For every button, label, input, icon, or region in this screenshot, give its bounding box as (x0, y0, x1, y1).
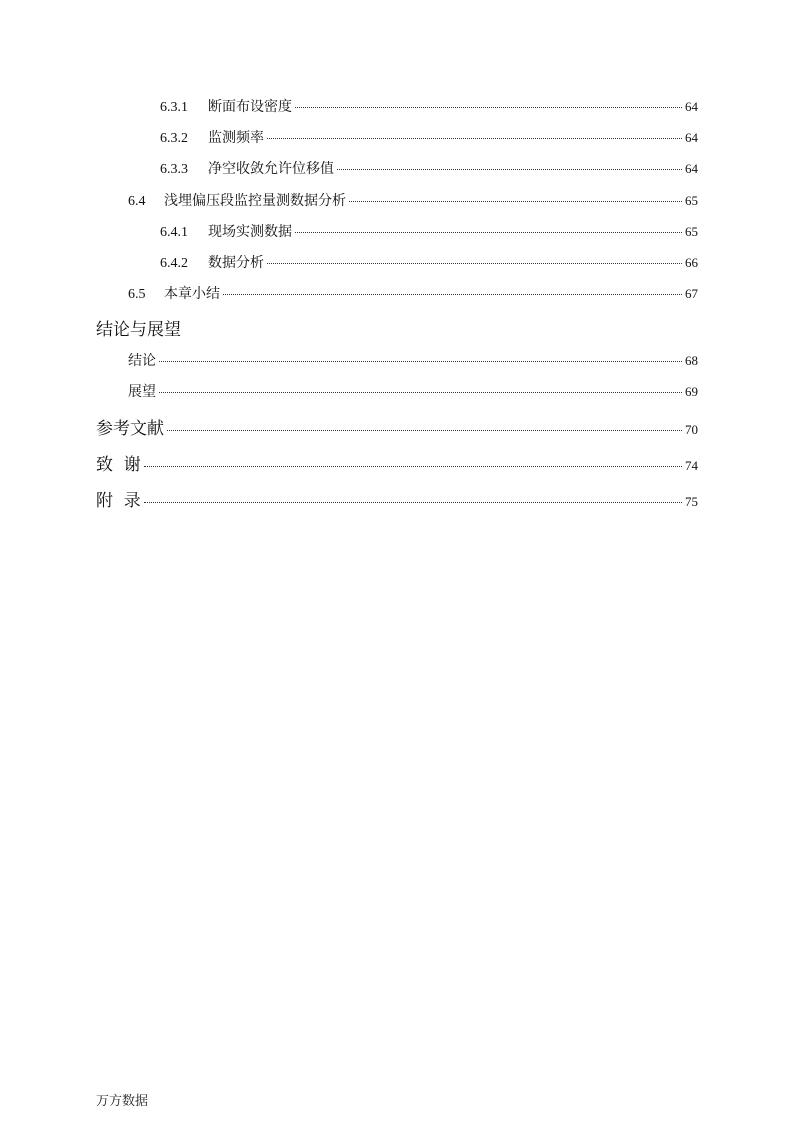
section-title: 数据分析 (208, 256, 264, 271)
chapter-title: 结论与展望 (96, 320, 181, 340)
page-number: 70 (685, 422, 698, 437)
dot-leader (267, 138, 682, 139)
section-title: 现场实测数据 (208, 225, 292, 240)
toc-entry-6-5[interactable] (128, 283, 698, 303)
chapter-title: 附 录 (96, 491, 141, 511)
page-number: 67 (685, 286, 698, 301)
page-number: 64 (685, 130, 698, 145)
dot-leader (144, 502, 682, 503)
section-number: 6.3.1 (160, 100, 188, 115)
dot-leader (159, 361, 682, 362)
page-number: 64 (685, 99, 698, 114)
toc-entry-references[interactable] (96, 414, 698, 439)
toc-entry-6-4[interactable] (128, 190, 698, 210)
section-number: 6.5 (128, 287, 146, 302)
toc-entry-6-4-1[interactable] (160, 221, 698, 241)
page-number: 75 (685, 494, 698, 509)
dot-leader (267, 263, 682, 264)
chapter-title: 参考文献 (96, 419, 164, 439)
toc-entry-conclusion[interactable] (128, 350, 698, 370)
toc-entry-acknowledgements[interactable] (96, 450, 698, 475)
dot-leader (295, 232, 682, 233)
section-title: 展望 (128, 385, 156, 400)
section-title: 净空收敛允许位移值 (208, 162, 334, 177)
dot-leader (167, 430, 682, 431)
page-number: 65 (685, 224, 698, 239)
section-title: 浅埋偏压段监控量测数据分析 (164, 194, 346, 209)
page-number: 65 (685, 193, 698, 208)
section-number: 6.3.3 (160, 162, 188, 177)
dot-leader (349, 201, 682, 202)
section-number: 6.4 (128, 194, 146, 209)
dot-leader (337, 169, 682, 170)
section-title: 结论 (128, 354, 156, 369)
section-title: 监测频率 (208, 131, 264, 146)
section-number: 6.4.1 (160, 225, 188, 240)
dot-leader (223, 294, 682, 295)
page-number: 66 (685, 255, 698, 270)
section-title: 本章小结 (164, 287, 220, 302)
section-title: 断面布设密度 (208, 100, 292, 115)
chapter-title: 致 谢 (96, 455, 141, 475)
page-number: 64 (685, 161, 698, 176)
section-number: 6.3.2 (160, 131, 188, 146)
toc-entry-outlook[interactable] (128, 381, 698, 401)
toc-entry-6-4-2[interactable] (160, 252, 698, 272)
footer-watermark: 万方数据 (96, 1094, 149, 1109)
dot-leader (295, 107, 682, 108)
page-number: 74 (685, 458, 698, 473)
toc-chapter-conclusion-outlook[interactable] (96, 315, 181, 340)
section-number: 6.4.2 (160, 256, 188, 271)
toc-entry-appendix[interactable] (96, 486, 698, 511)
toc-entry-6-3-2[interactable] (160, 127, 698, 147)
page-number: 69 (685, 384, 698, 399)
toc-entry-6-3-1[interactable] (160, 96, 698, 116)
dot-leader (159, 392, 682, 393)
toc-entry-6-3-3[interactable] (160, 158, 698, 178)
dot-leader (144, 466, 682, 467)
page-number: 68 (685, 353, 698, 368)
